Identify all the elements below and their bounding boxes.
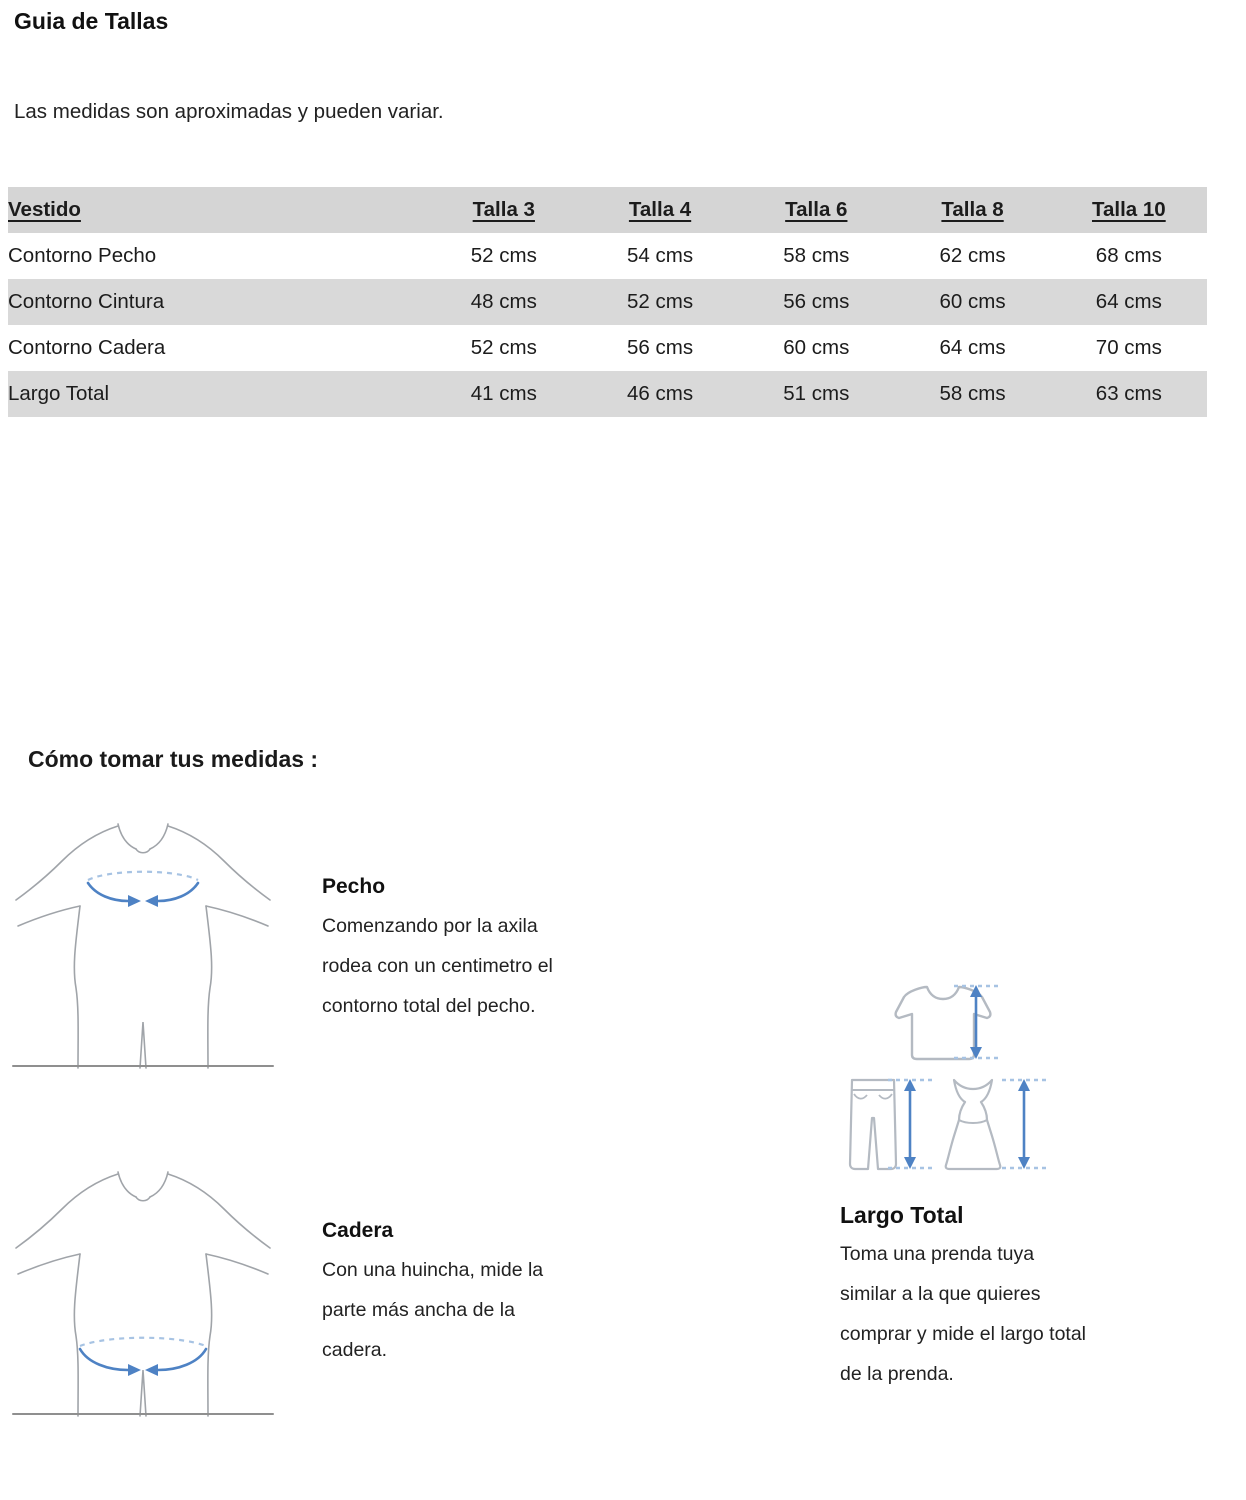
cadera-instructions [322, 1218, 662, 1370]
cell-value: 60 cms [939, 290, 1006, 313]
cell-value: 58 cms [939, 382, 1006, 405]
column-header-product: Vestido [8, 198, 81, 221]
body-hip-measure-figure [8, 1166, 280, 1420]
largo-total-line: comprar y mide el largo total [840, 1323, 1087, 1345]
pecho-line: Comenzando por la axila [322, 915, 538, 937]
table-row [8, 279, 1207, 325]
cell-value: 68 cms [1095, 244, 1162, 267]
row-label: Contorno Cintura [8, 290, 165, 313]
measure-section-heading: Cómo tomar tus medidas : [28, 746, 319, 772]
cell-value: 60 cms [783, 336, 850, 359]
dress-length-arrow-icon [1000, 1076, 1048, 1172]
pecho-instructions [322, 874, 662, 1026]
column-header-talla-4: Talla 4 [628, 198, 692, 221]
size-table-header-row [8, 187, 1207, 233]
cell-value: 64 cms [939, 336, 1006, 359]
column-header-talla-6: Talla 6 [785, 198, 848, 221]
column-header-talla-3: Talla 3 [472, 198, 535, 221]
cell-value: 56 cms [627, 336, 694, 359]
largo-total-line: Toma una prenda tuya [840, 1243, 1035, 1265]
pecho-title: Pecho [322, 875, 386, 898]
pants-length-arrow-icon [886, 1076, 934, 1172]
cadera-title: Cadera [322, 1219, 394, 1242]
chest-measure-ellipse-icon [88, 872, 198, 907]
cell-value: 46 cms [627, 382, 694, 405]
largo-total-line: de la prenda. [840, 1363, 954, 1385]
largo-total-instructions [840, 1202, 1220, 1394]
cell-value: 52 cms [627, 290, 694, 313]
table-row [8, 233, 1207, 279]
pecho-line: contorno total del pecho. [322, 995, 536, 1017]
row-label: Largo Total [8, 382, 110, 405]
table-row [8, 325, 1207, 371]
cell-value: 52 cms [470, 244, 537, 267]
cell-value: 63 cms [1095, 382, 1162, 405]
cell-value: 62 cms [939, 244, 1006, 267]
cell-value: 58 cms [783, 244, 850, 267]
cell-value: 48 cms [470, 290, 537, 313]
row-label: Contorno Cadera [8, 336, 166, 359]
pecho-line: rodea con un centimetro el [322, 955, 553, 977]
tshirt-length-arrow-icon [952, 982, 1000, 1062]
cell-value: 41 cms [470, 382, 537, 405]
body-chest-measure-figure [8, 818, 280, 1072]
page-title: Guia de Tallas [14, 8, 169, 34]
largo-total-line: similar a la que quieres [840, 1283, 1041, 1305]
cell-value: 70 cms [1095, 336, 1162, 359]
largo-total-title: Largo Total [840, 1202, 964, 1228]
column-header-talla-8: Talla 8 [941, 198, 1004, 221]
cadera-line: parte más ancha de la [322, 1299, 515, 1321]
cell-value: 64 cms [1095, 290, 1162, 313]
cell-value: 51 cms [783, 382, 850, 405]
cadera-line: cadera. [322, 1339, 388, 1361]
cell-value: 54 cms [627, 244, 694, 267]
table-row [8, 371, 1207, 417]
size-table [8, 187, 1207, 417]
page-subtitle: Las medidas son aproximadas y pueden variar. [14, 100, 444, 123]
cell-value: 56 cms [783, 290, 850, 313]
cell-value: 52 cms [470, 336, 537, 359]
dress-icon [940, 1076, 1006, 1172]
cadera-line: Con una huincha, mide la [322, 1259, 544, 1281]
row-label: Contorno Pecho [8, 244, 157, 267]
column-header-talla-10: Talla 10 [1091, 198, 1166, 221]
